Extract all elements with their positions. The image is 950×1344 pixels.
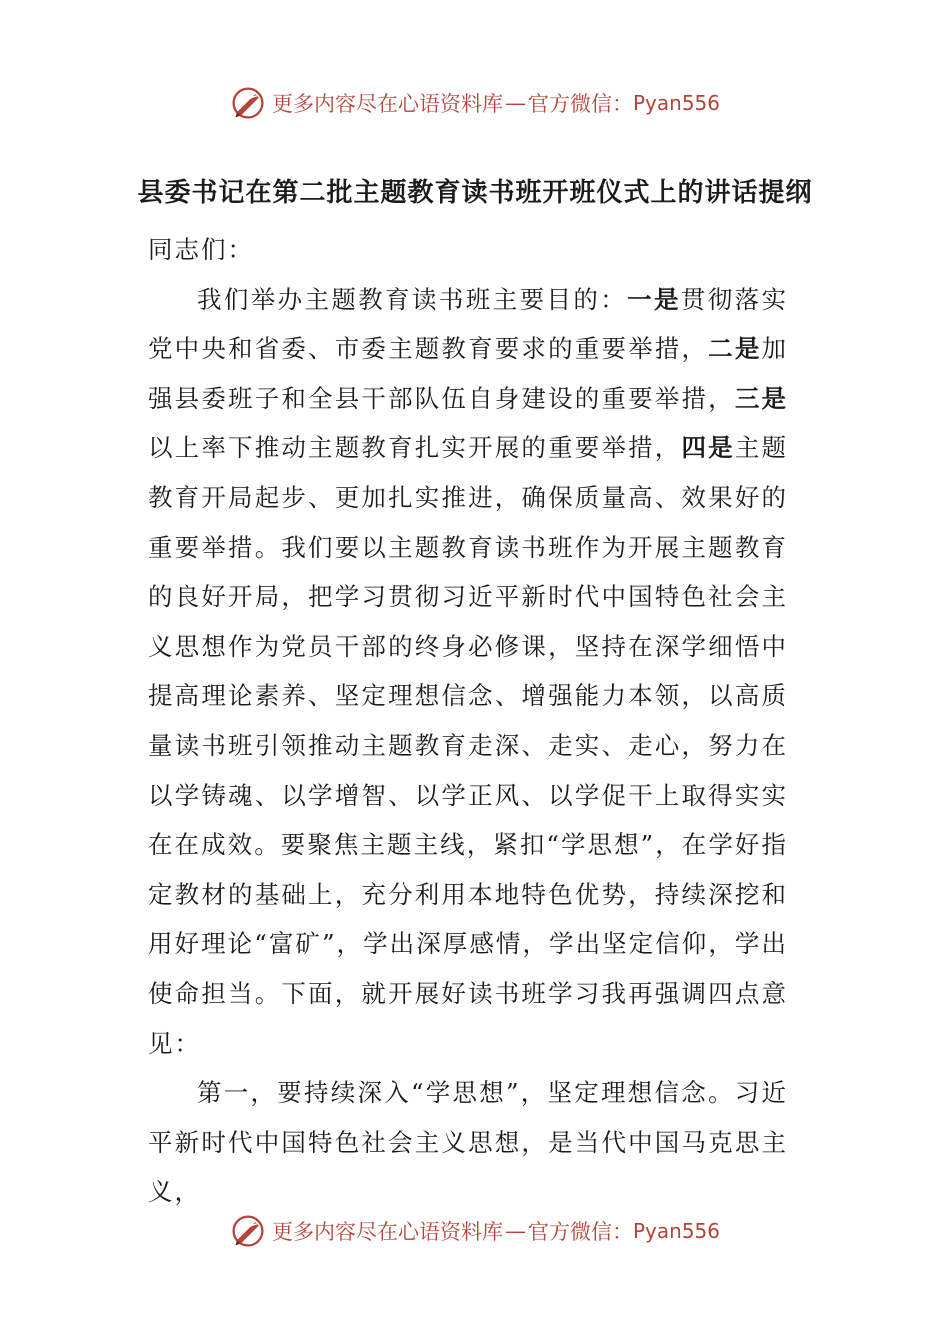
keyword-fourth: 四是 (681, 433, 735, 463)
pen-logo-icon (230, 1213, 266, 1249)
salutation: 同志们： (148, 235, 254, 264)
paragraph-1-text: 我们举办主题教育读书班主要目的： (197, 284, 628, 314)
banner-text: 更多内容尽在心语资料库 (271, 92, 503, 116)
banner-wechat-label: 官方微信： (527, 92, 633, 116)
keyword-second: 二是 (708, 334, 762, 364)
pen-logo-icon (230, 85, 266, 121)
banner-wechat-id: Pyan556 (632, 91, 720, 115)
header-banner (0, 83, 950, 123)
paragraph-1 (148, 275, 788, 1069)
paragraph-1-text: 以上率下推动主题教育扎实开展的重要举措， (148, 433, 682, 463)
paragraph-2: 第一，要持续深入“学思想”，坚定理想信念。习近平新时代中国特色社会主义思想，是当代中国马克思主义， (148, 1078, 788, 1207)
keyword-third: 三是 (734, 383, 789, 413)
banner-wechat-id: Pyan556 (632, 1219, 720, 1243)
paragraph-1-text: 加强县委班子和全县干部队伍自身建设的重要举措， (148, 334, 789, 413)
paragraph-1-text: 贯彻落实党中央和省委、市委主题教育要求的重要举措， (148, 284, 789, 364)
banner-wechat-label: 官方微信： (527, 1220, 633, 1244)
banner-text: 更多内容尽在心语资料库 (271, 1220, 503, 1244)
document-body (148, 225, 788, 1217)
keyword-first: 一是 (627, 284, 681, 314)
document-title: 县委书记在第二批主题教育读书班开班仪式上的讲话提纲 (137, 178, 813, 208)
banner-separator: — (504, 91, 526, 115)
banner-separator: — (504, 1219, 526, 1243)
paragraph-1-text: 主题教育开局起步、更加扎实推进，确保质量高、效果好的重要举措。我们要以主题教育读书班作为开展主题教育的良好开局，把学习贯彻习近平新时代中国特色社会主义思想作为党员干部的终身必修课，坚持在深学细悟中提高理论素养、坚定理想信念、增强能力本领，以高质量读书班引领推动主题教育走深、走实、走心，努力在以学铸魂、以学增智、以学正风、以学促干上取得实实在在成效。要聚焦主题主线，紧扣“学思想”，在学好指定教材的基础上，充分利用本地特色优势，持续深挖和用好理论“富矿”，学出深厚感情，学出坚定信仰，学出使命担当。下面，就开展好读书班学习我再强调四点意见： (148, 433, 789, 1058)
footer-banner (0, 1211, 950, 1251)
